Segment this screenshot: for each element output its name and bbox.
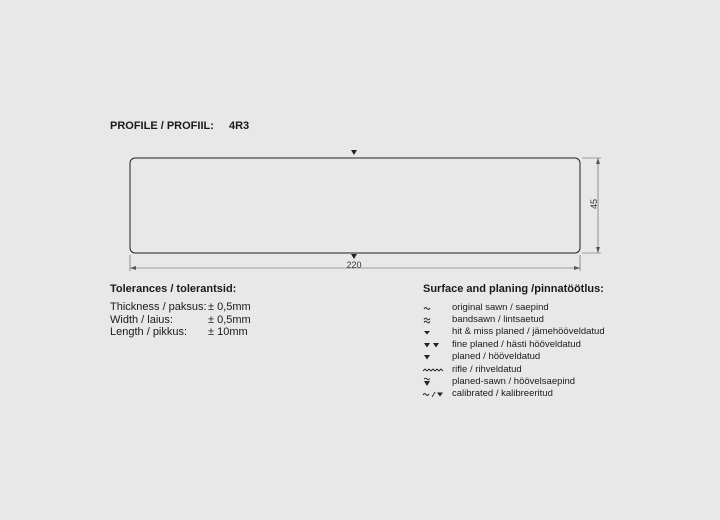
bottom-planed-marker	[351, 254, 357, 259]
profile-code: 4R3	[229, 120, 250, 132]
tolerance-label: Length / pikkus:	[110, 326, 188, 338]
tolerance-value: ± 0,5mm	[208, 301, 251, 313]
surface-label: planed-sawn / höövelsaepind	[452, 376, 576, 387]
surface-row	[422, 388, 712, 400]
tolerance-label: Thickness / paksus:	[110, 301, 207, 313]
wave-icon	[422, 364, 450, 376]
surface-row	[422, 326, 712, 338]
surface-label: fine planed / hästi hööveldatud	[452, 339, 581, 350]
top-planed-marker	[351, 150, 357, 155]
triangle-icon	[422, 351, 450, 363]
surface-row	[422, 351, 712, 363]
surface-label: bandsawn / lintsaetud	[452, 314, 544, 325]
tilde-icon	[422, 302, 450, 314]
profile-label: PROFILE / PROFIIL:	[110, 120, 214, 132]
height-label: 45	[589, 198, 599, 210]
surface-label: rifle / rihveldatud	[452, 364, 522, 375]
tolerance-value: ± 10mm	[208, 326, 248, 338]
calibrated-icon	[422, 388, 450, 400]
small-triangle-icon	[422, 326, 450, 338]
tolerance-label: Width / laius:	[110, 314, 173, 326]
tolerances-heading: Tolerances / tolerantsid:	[110, 283, 237, 295]
board-outline	[130, 158, 580, 253]
surface-row	[422, 364, 712, 376]
surface-label: hit & miss planed / jämehööveldatud	[452, 326, 605, 337]
planed-sawn-icon	[422, 376, 450, 388]
surface-label: planed / hööveldatud	[452, 351, 541, 362]
width-label: 220	[346, 260, 362, 270]
surface-label: calibrated / kalibreeritud	[452, 388, 553, 399]
surface-row	[422, 339, 712, 351]
surface-label: original sawn / saepind	[452, 302, 549, 313]
surface-heading: Surface and planing /pinnatöötlus:	[423, 283, 604, 295]
surface-row	[422, 302, 712, 314]
surface-row	[422, 314, 712, 326]
double-tilde-icon	[422, 314, 450, 326]
tolerance-value: ± 0,5mm	[208, 314, 251, 326]
double-triangle-icon	[422, 339, 450, 351]
surface-row	[422, 376, 712, 388]
